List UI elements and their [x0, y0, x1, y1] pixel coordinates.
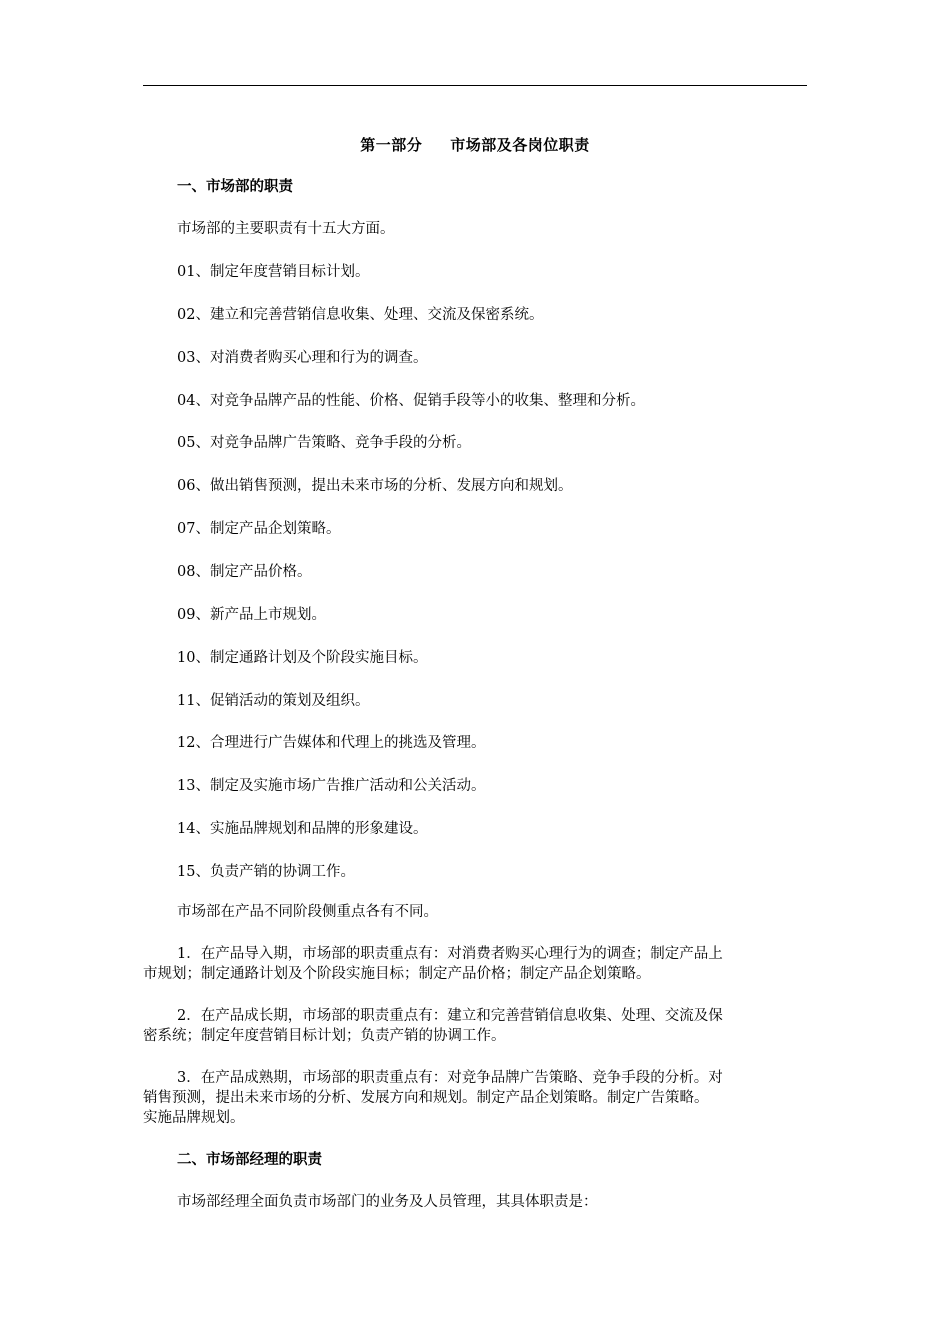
list-item: 04、对竞争品牌产品的性能、价格、促销手段等小的收集、整理和分析。 [177, 393, 645, 409]
stage-paragraph-2 [143, 1006, 807, 1046]
list-item: 02、建立和完善营销信息收集、处理、交流及保密系统。 [177, 307, 544, 323]
stage-intro: 市场部在产品不同阶段侧重点各有不同。 [177, 904, 438, 920]
stage-3-line-3: 实施品牌规划。 [143, 1110, 245, 1126]
stage-2-line-2: 密系统；制定年度营销目标计划；负责产销的协调工作。 [143, 1028, 506, 1044]
list-item: 09、新产品上市规划。 [177, 607, 326, 623]
section1-heading: 一、市场部的职责 [177, 179, 293, 195]
title-name: 市场部及各岗位职责 [450, 136, 590, 154]
stage-3-line-1: 3．在产品成熟期，市场部的职责重点有：对竞争品牌广告策略、竞争手段的分析。对 [177, 1070, 723, 1086]
list-item: 06、做出销售预测，提出未来市场的分析、发展方向和规划。 [177, 478, 573, 494]
list-item: 14、实施品牌规划和品牌的形象建设。 [177, 821, 428, 837]
list-item: 10、制定通路计划及个阶段实施目标。 [177, 650, 428, 666]
section1-intro: 市场部的主要职责有十五大方面。 [177, 221, 395, 237]
stage-paragraph-1 [143, 944, 807, 984]
section2-heading: 二、市场部经理的职责 [177, 1152, 322, 1168]
title-part: 第一部分 [360, 136, 423, 154]
stage-1-line-2: 市规划；制定通路计划及个阶段实施目标；制定产品价格；制定产品企划策略。 [143, 966, 651, 982]
stage-2-line-1: 2．在产品成长期，市场部的职责重点有：建立和完善营销信息收集、处理、交流及保 [177, 1008, 723, 1024]
list-item: 13、制定及实施市场广告推广活动和公关活动。 [177, 778, 486, 794]
list-item: 08、制定产品价格。 [177, 564, 312, 580]
list-item: 05、对竞争品牌广告策略、竞争手段的分析。 [177, 435, 471, 451]
list-item: 03、对消费者购买心理和行为的调查。 [177, 350, 428, 366]
list-item: 15、负责产销的协调工作。 [177, 864, 355, 880]
stage-1-line-1: 1．在产品导入期，市场部的职责重点有：对消费者购买心理行为的调查；制定产品上 [177, 946, 723, 962]
stage-3-line-2: 销售预测，提出未来市场的分析、发展方向和规划。制定产品企划策略。制定广告策略。 [143, 1090, 709, 1106]
stage-paragraph-3 [143, 1068, 807, 1128]
list-item: 11、促销活动的策划及组织。 [177, 693, 370, 709]
section2-intro: 市场部经理全面负责市场部门的业务及人员管理，其具体职责是： [177, 1194, 598, 1210]
header-rule [143, 85, 807, 86]
list-item: 12、合理进行广告媒体和代理上的挑选及管理。 [177, 735, 486, 751]
document-title [0, 135, 950, 155]
list-item: 01、制定年度营销目标计划。 [177, 264, 370, 280]
list-item: 07、制定产品企划策略。 [177, 521, 341, 537]
